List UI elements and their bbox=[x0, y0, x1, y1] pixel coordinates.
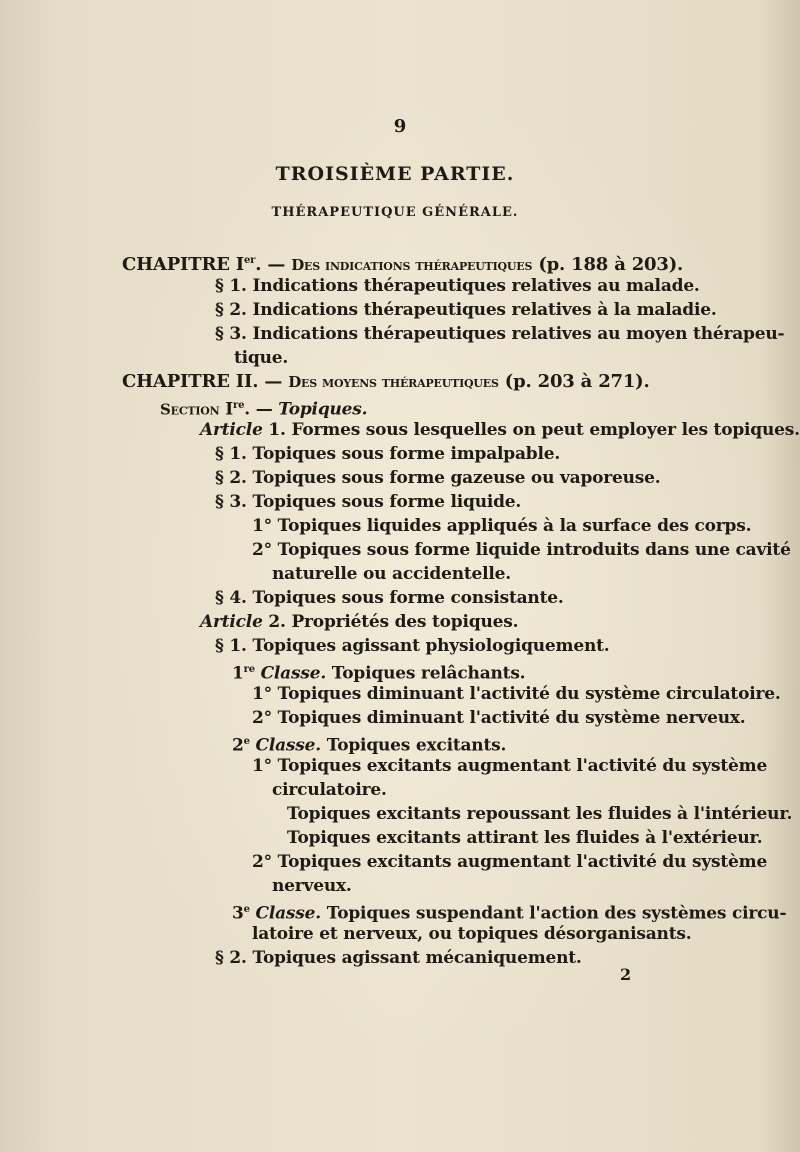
toc-line: Topiques excitants attirant les fluides à l'extérieur. bbox=[287, 828, 763, 848]
toc-line: nerveux. bbox=[272, 876, 352, 896]
toc-line: 2° Topiques diminuant l'activité du système nerveux. bbox=[252, 708, 746, 728]
part-title: TROISIÈME PARTIE. bbox=[275, 163, 515, 185]
toc-line: § 1. Indications thérapeutiques relatives au malade. bbox=[215, 276, 700, 296]
class-heading: 2e Classe. Topiques excitants. bbox=[232, 735, 507, 756]
class-heading: 3e Classe. Topiques suspendant l'action des systèmes circu- bbox=[232, 903, 787, 924]
toc-line: circulatoire. bbox=[272, 780, 387, 800]
chapter-2-heading: CHAPITRE II. — Des moyens thérapeutiques (p. 203 à 271). bbox=[122, 371, 650, 392]
signature-mark: 2 bbox=[620, 965, 632, 984]
toc-line: 2° Topiques excitants augmentant l'activité du système bbox=[252, 852, 768, 872]
article-heading: Article 2. Propriétés des topiques. bbox=[200, 612, 519, 632]
toc-line: latoire et nerveux, ou topiques désorganisants. bbox=[252, 924, 692, 944]
article-heading: Article 1. Formes sous lesquelles on peut employer les topiques. bbox=[200, 420, 800, 440]
part-subtitle: THÉRAPEUTIQUE GÉNÉRALE. bbox=[271, 205, 519, 220]
toc-line: § 2. Topiques sous forme gazeuse ou vaporeuse. bbox=[215, 468, 661, 488]
toc-line: § 4. Topiques sous forme consistante. bbox=[215, 588, 564, 608]
toc-line: § 3. Topiques sous forme liquide. bbox=[215, 492, 522, 512]
class-heading: 1re Classe. Topiques relâchants. bbox=[232, 663, 526, 684]
page-number: 9 bbox=[393, 116, 407, 137]
toc-line: § 3. Indications thérapeutiques relatives au moyen thérapeu- bbox=[215, 324, 785, 344]
section-heading: Section Ire. — Topiques. bbox=[160, 399, 368, 420]
toc-line: 1° Topiques excitants augmentant l'activité du système bbox=[252, 756, 768, 776]
toc-line: 2° Topiques sous forme liquide introduits dans une cavité bbox=[252, 540, 791, 560]
toc-line: tique. bbox=[234, 348, 289, 368]
chapter-1-heading: CHAPITRE Ier. — Des indications thérapeutiques (p. 188 à 203). bbox=[122, 254, 684, 275]
toc-line: 1° Topiques diminuant l'activité du système circulatoire. bbox=[252, 684, 781, 704]
toc-line: Topiques excitants repoussant les fluides à l'intérieur. bbox=[287, 804, 793, 824]
toc-line: § 2. Topiques agissant mécaniquement. bbox=[215, 948, 582, 968]
toc-line: naturelle ou accidentelle. bbox=[272, 564, 511, 584]
toc-line: 1° Topiques liquides appliqués à la surface des corps. bbox=[252, 516, 752, 536]
toc-line: § 2. Indications thérapeutiques relatives à la maladie. bbox=[215, 300, 717, 320]
toc-line: § 1. Topiques sous forme impalpable. bbox=[215, 444, 561, 464]
toc-line: § 1. Topiques agissant physiologiquement. bbox=[215, 636, 610, 656]
